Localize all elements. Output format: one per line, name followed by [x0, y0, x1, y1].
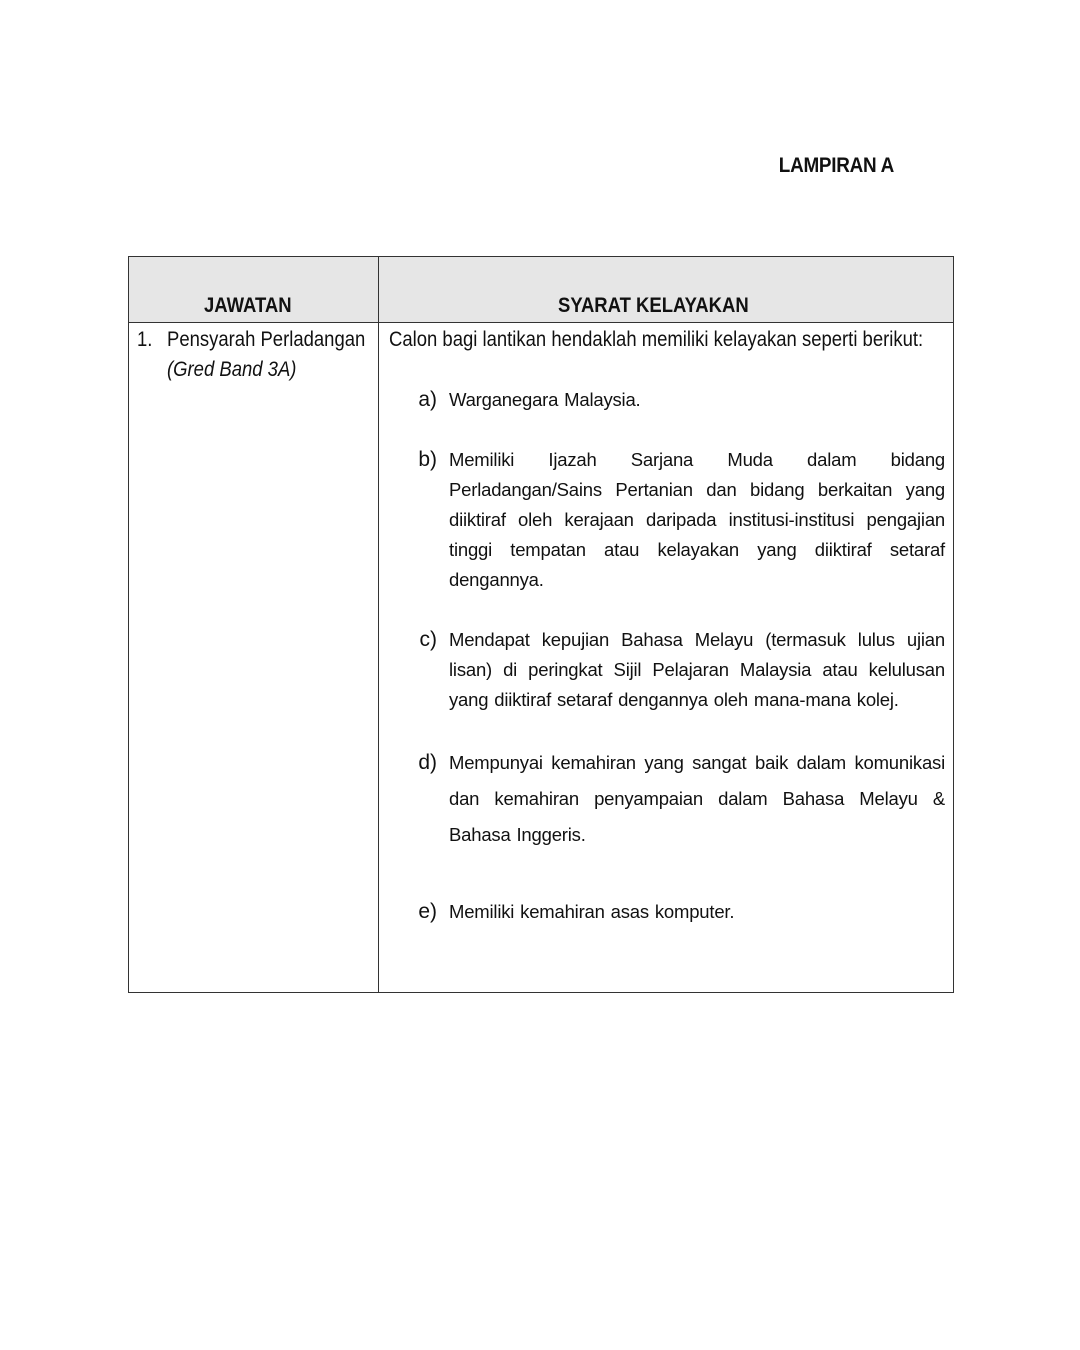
- header-requirements-label: SYARAT KELAYAKAN: [557, 294, 749, 317]
- requirement-text: Memiliki Ijazah Sarjana Muda dalam bidang Perladangan/Sains Pertanian dan bidang berkaitan yang diiktiraf oleh kerajaan daripada institusi-institusi pengajian tinggi tempatan atau kelayakan yang diiktiraf setaraf dengannya.: [449, 449, 945, 590]
- requirement-letter: d): [418, 751, 437, 774]
- requirements-intro-text: Calon bagi lantikan hendaklah memiliki kelayakan seperti berikut:: [389, 328, 924, 351]
- requirement-item-b: [389, 445, 945, 595]
- post-grade-label: (Gred Band 3A): [167, 358, 297, 381]
- post-cell: [129, 323, 379, 993]
- header-post-label: JAWATAN: [203, 294, 292, 317]
- post-title: Pensyarah Perladangan: [167, 328, 366, 351]
- requirement-text: Memiliki kemahiran asas komputer.: [449, 901, 735, 922]
- post-line: [137, 325, 372, 355]
- requirement-item-d: [389, 745, 945, 853]
- requirement-letter: b): [418, 448, 437, 471]
- requirement-letter: e): [418, 900, 437, 923]
- requirement-letter: a): [418, 388, 437, 411]
- requirements-intro: [389, 325, 945, 355]
- requirement-letter: c): [419, 628, 437, 651]
- post-grade: [137, 355, 372, 385]
- header-requirements: [379, 257, 954, 323]
- requirement-text: Mempunyai kemahiran yang sangat baik dalam komunikasi dan kemahiran penyampaian dalam Bahasa Melayu & Bahasa Inggeris.: [449, 752, 945, 845]
- requirement-text: Mendapat kepujian Bahasa Melayu (termasuk lulus ujian lisan) di peringkat Sijil Pelajaran Malaysia atau kelulusan yang diiktiraf setaraf dengannya oleh mana-mana kolej.: [449, 629, 945, 710]
- table-row: [129, 323, 954, 993]
- page-heading: LAMPIRAN A: [778, 154, 894, 177]
- post-number: 1.: [137, 328, 153, 351]
- table-header-row: [129, 257, 954, 323]
- requirement-text: Warganegara Malaysia.: [449, 389, 641, 410]
- requirement-item-e: [389, 897, 945, 927]
- requirements-table: [128, 256, 954, 993]
- requirements-cell: [379, 323, 954, 993]
- requirements-list: [389, 385, 945, 927]
- requirement-item-a: [389, 385, 945, 415]
- requirement-item-c: [389, 625, 945, 715]
- header-post: [129, 257, 379, 323]
